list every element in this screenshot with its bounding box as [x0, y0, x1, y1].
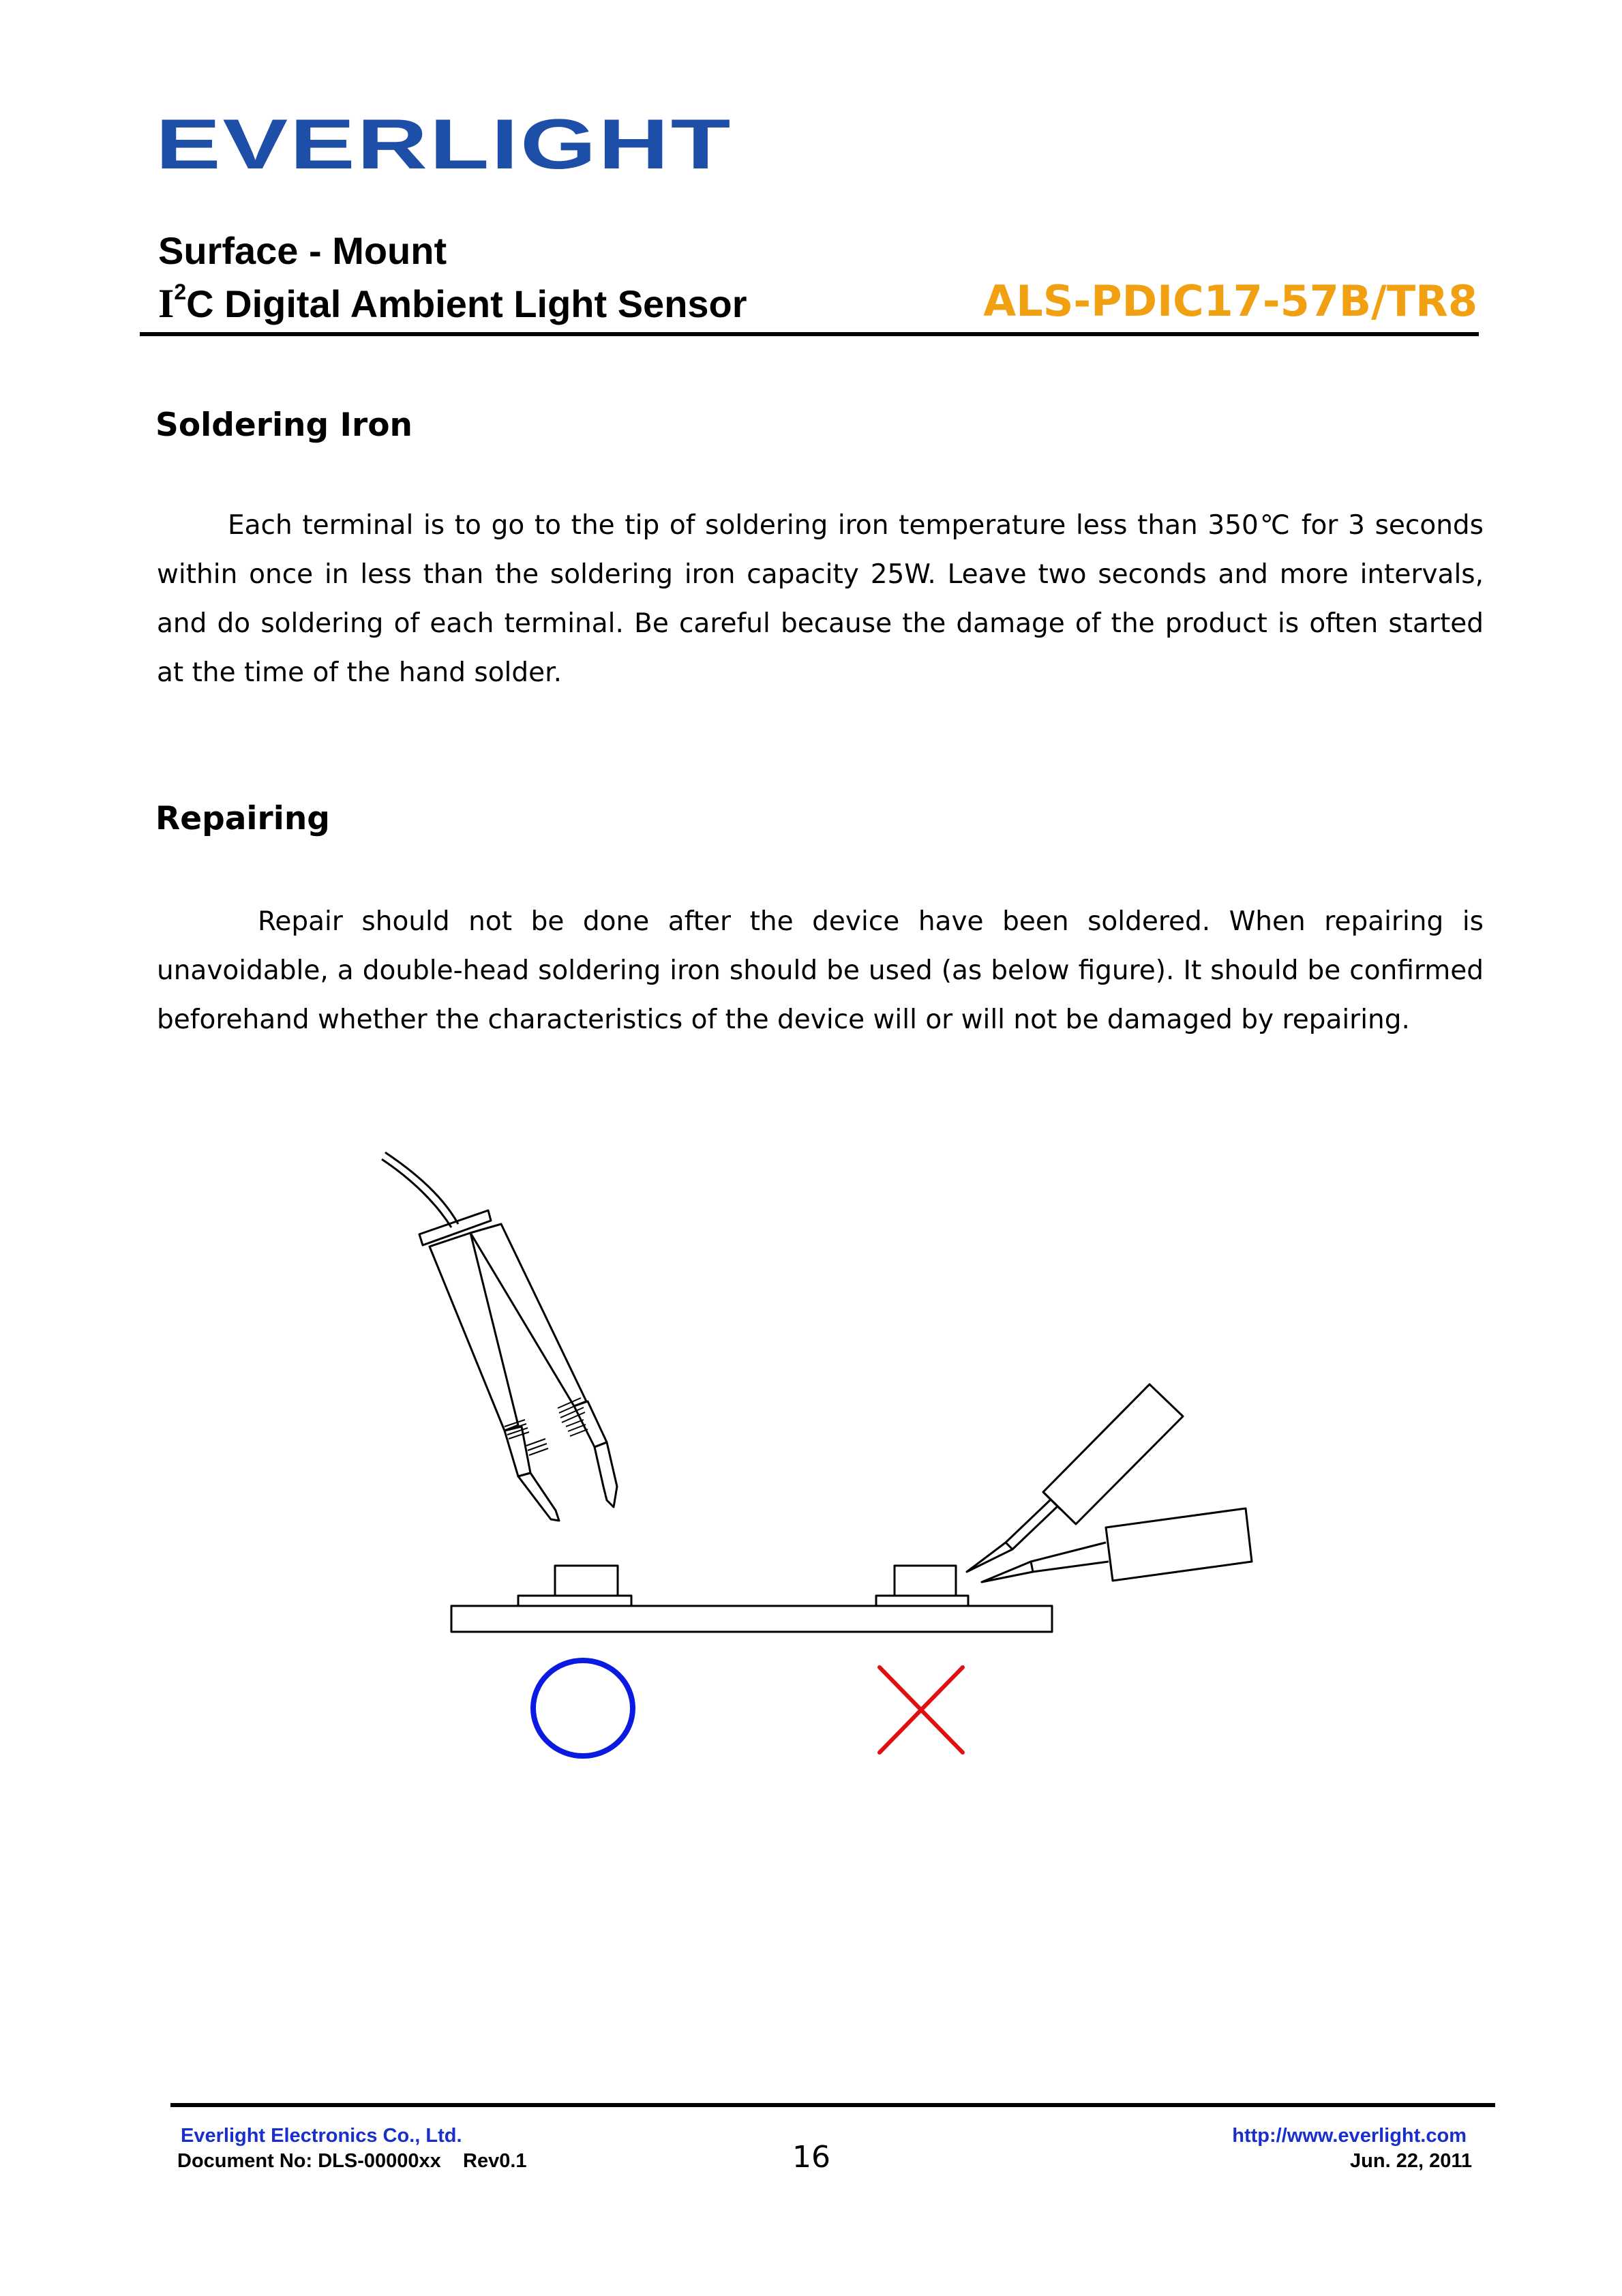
- footer-company: Everlight Electronics Co., Ltd.: [181, 2125, 462, 2147]
- footer-document-no: Document No: DLS-00000xx Rev0.1: [177, 2150, 527, 2172]
- footer-rule: [170, 2103, 1495, 2107]
- left-coil: [505, 1420, 529, 1439]
- single-iron-1-handle: [1043, 1384, 1183, 1524]
- left-component-pad: [518, 1596, 631, 1606]
- right-arm-handle: [470, 1224, 586, 1406]
- left-component: [555, 1566, 618, 1596]
- good-circle-mark: [533, 1660, 633, 1756]
- bad-x-mark: [880, 1667, 963, 1753]
- section-heading-soldering-iron: Soldering Iron: [155, 406, 412, 444]
- iron-cord: [385, 1152, 458, 1224]
- single-iron-2-tip: [982, 1562, 1033, 1582]
- part-number: ALS-PDIC17-57B/TR8: [983, 276, 1477, 326]
- product-description-text: C Digital Ambient Light Sensor: [186, 282, 747, 325]
- single-iron-1-tip: [967, 1542, 1012, 1572]
- page-number: 16: [792, 2140, 830, 2175]
- i2c-superscript: 2: [174, 280, 187, 304]
- footer-url[interactable]: http://www.everlight.com: [1232, 2125, 1467, 2147]
- left-tweezer-tip: [518, 1473, 559, 1521]
- section-heading-repairing: Repairing: [155, 800, 330, 837]
- i2c-letter: I: [158, 281, 175, 326]
- footer-date: Jun. 22, 2011: [1350, 2150, 1472, 2172]
- soldering-iron-paragraph: Each terminal is to go to the tip of soldering iron temperature less than 350℃ for 3 seconds within once in less than the soldering iron capacity 25W. Leave two seconds and more intervals, and do soldering of each terminal. Be careful because the damage of the product is often started at the time of the hand solder.: [157, 510, 1484, 688]
- single-iron-2-handle: [1106, 1508, 1252, 1581]
- right-tweezer-tip: [595, 1442, 617, 1507]
- repairing-paragraph: Repair should not be done after the device have been soldered. When repairing is unavoidable, a double-head soldering iron should be used (as below figure). It should be confirmed beforehand whether the characteristics of the device will or will not be damaged by repairing.: [157, 906, 1484, 1035]
- iron-collar: [419, 1210, 491, 1245]
- right-component: [895, 1566, 956, 1596]
- right-component-pad: [876, 1596, 968, 1606]
- everlight-logo: EVERLIGHT: [155, 105, 733, 184]
- product-category: Surface - Mount: [158, 229, 447, 272]
- pcb-board: [451, 1606, 1052, 1632]
- single-iron-1-shaft: [1006, 1500, 1057, 1549]
- left-arm-handle: [430, 1233, 518, 1431]
- single-iron-2-shaft: [1031, 1542, 1109, 1572]
